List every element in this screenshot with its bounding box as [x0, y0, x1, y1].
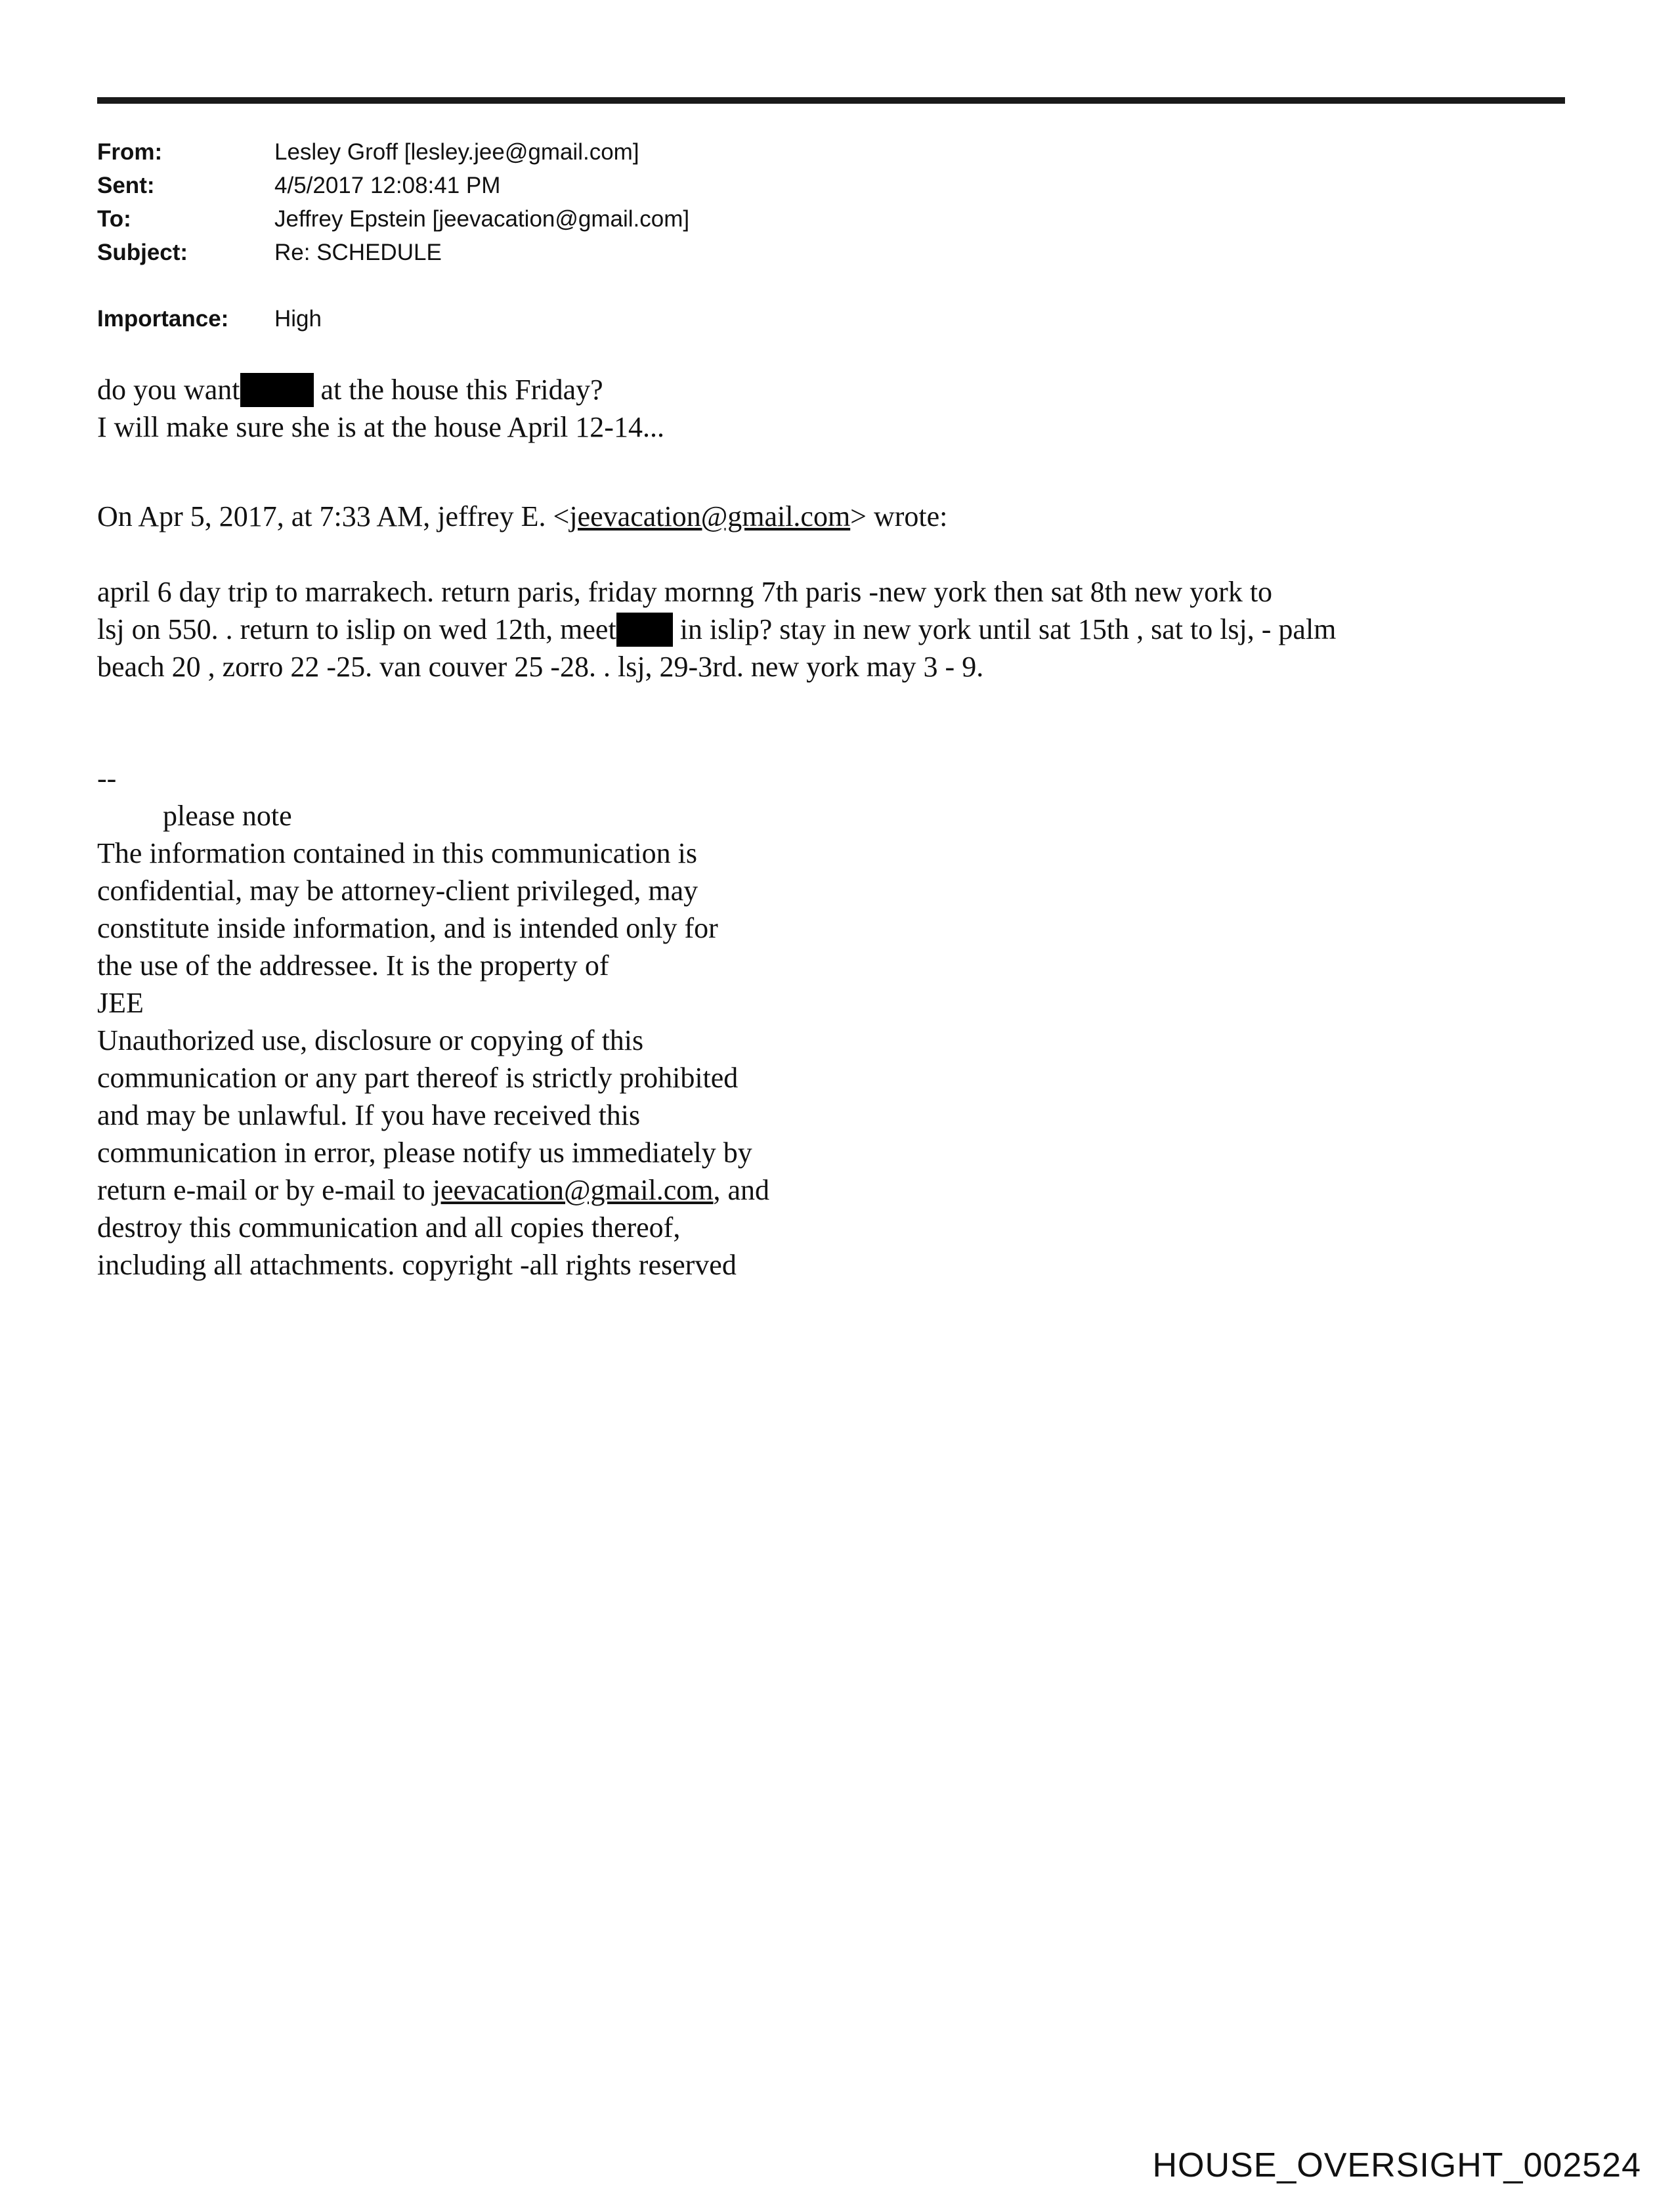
reply-line-1 — [97, 371, 603, 408]
disclaimer-line: confidential, may be attorney-client privileged, may — [97, 875, 698, 907]
disclaimer-line: communication in error, please notify us immediately by — [97, 1137, 752, 1169]
redaction-box — [240, 373, 314, 407]
disclaimer-line: communication or any part thereof is strictly prohibited — [97, 1062, 739, 1094]
quote-line-2-before: lsj on 550. . return to islip on wed 12th, meet — [97, 613, 616, 645]
quote-line-2 — [97, 611, 1336, 648]
importance-row — [97, 302, 951, 336]
quote-intro-before: On Apr 5, 2017, at 7:33 AM, jeffrey E. < — [97, 500, 570, 532]
top-rule — [97, 97, 1565, 104]
from-value: Lesley Groff [lesley.jee@gmail.com] — [274, 139, 639, 165]
return-before: return e-mail or by e-mail to — [97, 1174, 433, 1206]
please-note: please note — [163, 800, 292, 832]
disclaimer-line: JEE — [97, 987, 144, 1019]
reply-line-2: I will make sure she is at the house April 12-14... — [97, 411, 664, 443]
disclaimer-line: Unauthorized use, disclosure or copying of this — [97, 1024, 644, 1056]
to-value: Jeffrey Epstein [jeevacation@gmail.com] — [274, 206, 690, 232]
sent-value: 4/5/2017 12:08:41 PM — [274, 173, 501, 198]
quote-line-2-after: in islip? stay in new york until sat 15th , sat to lsj, - palm — [672, 613, 1337, 645]
quote-intro-after: > wrote: — [850, 500, 948, 532]
disclaimer-line: constitute inside information, and is intended only for — [97, 912, 718, 944]
redaction-box — [616, 613, 673, 647]
subject-value: Re: SCHEDULE — [274, 240, 442, 265]
disclaimer-line: including all attachments. copyright -all rights reserved — [97, 1249, 737, 1281]
disclaimer-line: the use of the addressee. It is the property of — [97, 949, 609, 982]
disclaimer-line: The information contained in this communication is — [97, 837, 698, 869]
disclaimer-line: destroy this communication and all copies thereof, — [97, 1211, 681, 1244]
from-row — [97, 135, 951, 169]
disclaimer-email-link[interactable]: jeevacation@gmail.com — [432, 1174, 714, 1206]
quote-line-3: beach 20 , zorro 22 -25. van couver 25 -28. . lsj, 29-3rd. new york may 3 - 9. — [97, 651, 984, 683]
to-row — [97, 202, 951, 236]
return-after: , and — [713, 1174, 770, 1206]
subject-label: Subject: — [97, 240, 188, 265]
to-label: To: — [97, 206, 131, 232]
disclaimer-line: and may be unlawful. If you have received this — [97, 1099, 641, 1131]
quote-line-1: april 6 day trip to marrakech. return paris, friday mornng 7th paris -new york then sat 8th new york to — [97, 576, 1273, 608]
bates-number: HOUSE_OVERSIGHT_002524 — [1152, 2146, 1641, 2184]
sent-row — [97, 169, 951, 202]
sent-label: Sent: — [97, 173, 155, 198]
sender-email-link[interactable]: jeevacation@gmail.com — [569, 500, 851, 532]
reply-text-before: do you want — [97, 374, 240, 406]
importance-label: Importance: — [97, 306, 229, 332]
importance-value: High — [274, 306, 322, 332]
reply-text-after: at the house this Friday? — [313, 374, 603, 406]
from-label: From: — [97, 139, 163, 165]
disclaimer-return-line — [97, 1171, 769, 1209]
signature-dashes: -- — [97, 762, 117, 794]
subject-row — [97, 236, 951, 269]
quote-intro — [97, 498, 947, 535]
